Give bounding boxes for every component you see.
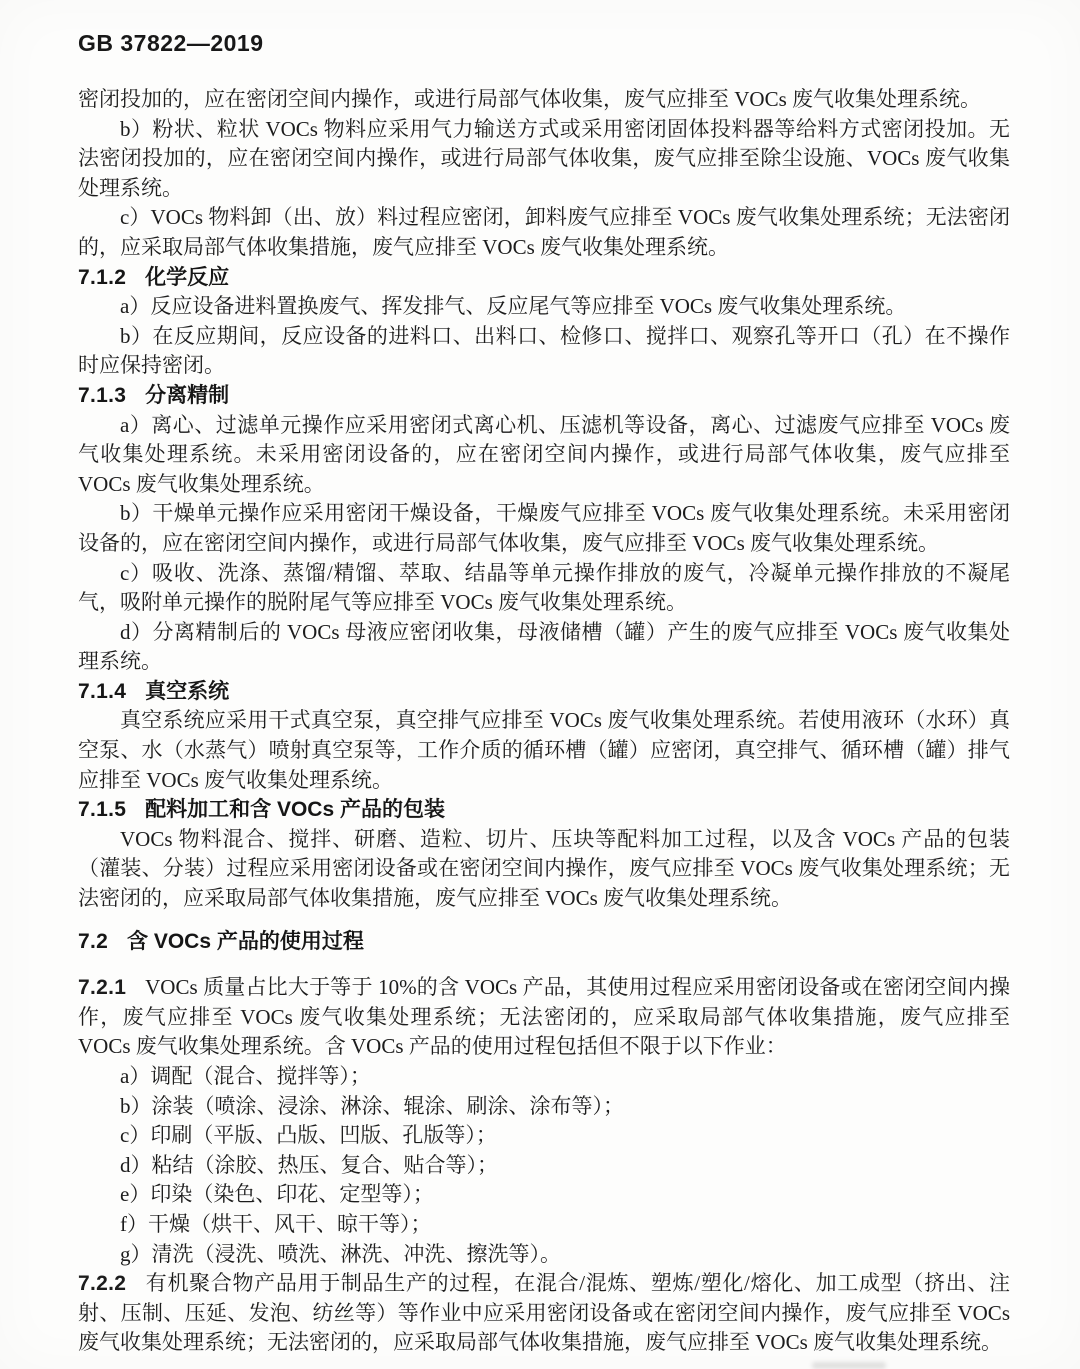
body-paragraph: a）反应设备进料置换废气、挥发排气、反应尾气等应排至 VOCs 废气收集处理系统。 (120, 294, 907, 319)
body-paragraph: g）清洗（浸洗、喷洗、淋洗、冲洗、擦洗等）。 (120, 1241, 561, 1266)
standard-code: GB 37822—2019 (78, 30, 264, 56)
body-paragraph: b）在反应期间，反应设备的进料口、出料口、检修口、搅拌口、观察孔等开口（孔）在不操作时应保持密闭。 (78, 323, 1010, 378)
section-heading (78, 927, 1010, 957)
subsection-heading (78, 381, 1010, 411)
subsection-heading (78, 677, 1010, 707)
body-paragraph: f）干燥（烘干、风干、晾干等）； (120, 1211, 432, 1236)
body-paragraph: c）印刷（平版、凸版、凹版、孔版等）； (120, 1123, 497, 1148)
heading-number: 7.1.5 (78, 798, 127, 822)
body-paragraph: d）粘结（涂胶、热压、复合、贴合等）； (120, 1152, 498, 1177)
paragraph-number: 7.2.2 (78, 1272, 127, 1296)
heading-title: 配料加工和含 VOCs 产品的包装 (145, 798, 445, 822)
paragraph-text: VOCs 质量占比大于等于 10%的含 VOCs 产品，其使用过程应采用密闭设备或在密闭空间内操作，废气应排至 VOCs 废气收集处理系统；无法密闭的，应采取局部气体收集措施，废气应排至 VOCs 废气收集处理系统。含 VOCs 产品的使用过程包括但不限于以下作业： (78, 975, 1010, 1059)
heading-number: 7.2 (78, 929, 109, 953)
subsection-heading (78, 795, 1010, 825)
heading-number: 7.1.4 (78, 679, 127, 703)
body-paragraph: a）调配（混合、搅拌等）； (120, 1064, 371, 1088)
body-paragraph: c）吸收、洗涤、蒸馏/精馏、萃取、结晶等单元操作排放的废气，冷凝单元操作排放的不凝尾气，吸附单元操作的脱附尾气等应排至 VOCs 废气收集处理系统。 (78, 560, 1010, 615)
body-paragraph: a）离心、过滤单元操作应采用密闭式离心机、压滤机等设备，离心、过滤废气应排至 VOCs 废气收集处理系统。未采用密闭设备的，应在密闭空间内操作，或进行局部气体收集，废气应排至 VOCs 废气收集处理系统。 (78, 412, 1010, 496)
numbered-paragraph (78, 1269, 1010, 1358)
heading-title: 化学反应 (145, 265, 230, 289)
paragraph-text: 有机聚合物产品用于制品生产的过程，在混合/混炼、塑炼/塑化/熔化、加工成型（挤出、注射、压制、压延、发泡、纺丝等）等作业中应采用密闭设备或在密闭空间内操作，废气应排至 VOCs 废气收集处理系统；无法密闭的，应采取局部气体收集措施，废气应排至 VOCs 废气收集处理系统。 (78, 1271, 1010, 1355)
body-paragraph: c）VOCs 物料卸（出、放）料过程应密闭，卸料废气应排至 VOCs 废气收集处理系统；无法密闭的，应采取局部气体收集措施，废气应排至 VOCs 废气收集处理系统。 (78, 205, 1010, 259)
heading-number: 7.1.2 (78, 265, 127, 289)
body-paragraph: b）干燥单元操作应采用密闭干燥设备，干燥废气应排至 VOCs 废气收集处理系统。未采用密闭设备的，应在密闭空间内操作，或进行局部气体收集，废气应排至 VOCs 废气收集处理系统。 (78, 501, 1010, 555)
subsection-heading (78, 263, 1010, 293)
heading-number: 7.1.3 (78, 383, 127, 407)
continuation-paragraph: 密闭投加的，应在密闭空间内操作，或进行局部气体收集，废气应排至 VOCs 废气收集处理系统。 (78, 87, 982, 111)
numbered-paragraph (78, 973, 1010, 1062)
paragraph-number: 7.2.1 (78, 976, 127, 1000)
body-paragraph: e）印染（染色、印花、定型等）； (120, 1182, 434, 1207)
heading-title: 真空系统 (145, 679, 230, 703)
heading-title: 含 VOCs 产品的使用过程 (126, 929, 364, 953)
body-paragraph: b）涂装（喷涂、浸涂、淋涂、辊涂、刷涂、涂布等）； (120, 1093, 624, 1118)
scan-edge-artifact (812, 1362, 886, 1369)
body-paragraph: 真空系统应采用干式真空泵，真空排气应排至 VOCs 废气收集处理系统。若使用液环（水环）真空泵、水（水蒸气）喷射真空泵等，工作介质的循环槽（罐）应密闭，真空排气、循环槽（罐）排气应排至 VOCs 废气收集处理系统。 (78, 708, 1010, 792)
body-paragraph: VOCs 物料混合、搅拌、研磨、造粒、切片、压块等配料加工过程，以及含 VOCs 产品的包装（灌装、分装）过程应采用密闭设备或在密闭空间内操作，废气应排至 VOCs 废气收集处理系统；无法密闭的，应采取局部气体收集措施，废气应排至 VOCs 废气收集处理系统。 (78, 826, 1010, 911)
document-body (78, 85, 1010, 1358)
body-paragraph: d）分离精制后的 VOCs 母液应密闭收集，母液储槽（罐）产生的废气应排至 VOCs 废气收集处理系统。 (78, 619, 1010, 674)
body-paragraph: b）粉状、粒状 VOCs 物料应采用气力输送方式或采用密闭固体投料器等给料方式密闭投加。无法密闭投加的，应在密闭空间内操作，或进行局部气体收集，废气应排至除尘设施、VOCs 废气收集处理系统。 (78, 116, 1010, 200)
heading-title: 分离精制 (145, 383, 230, 407)
